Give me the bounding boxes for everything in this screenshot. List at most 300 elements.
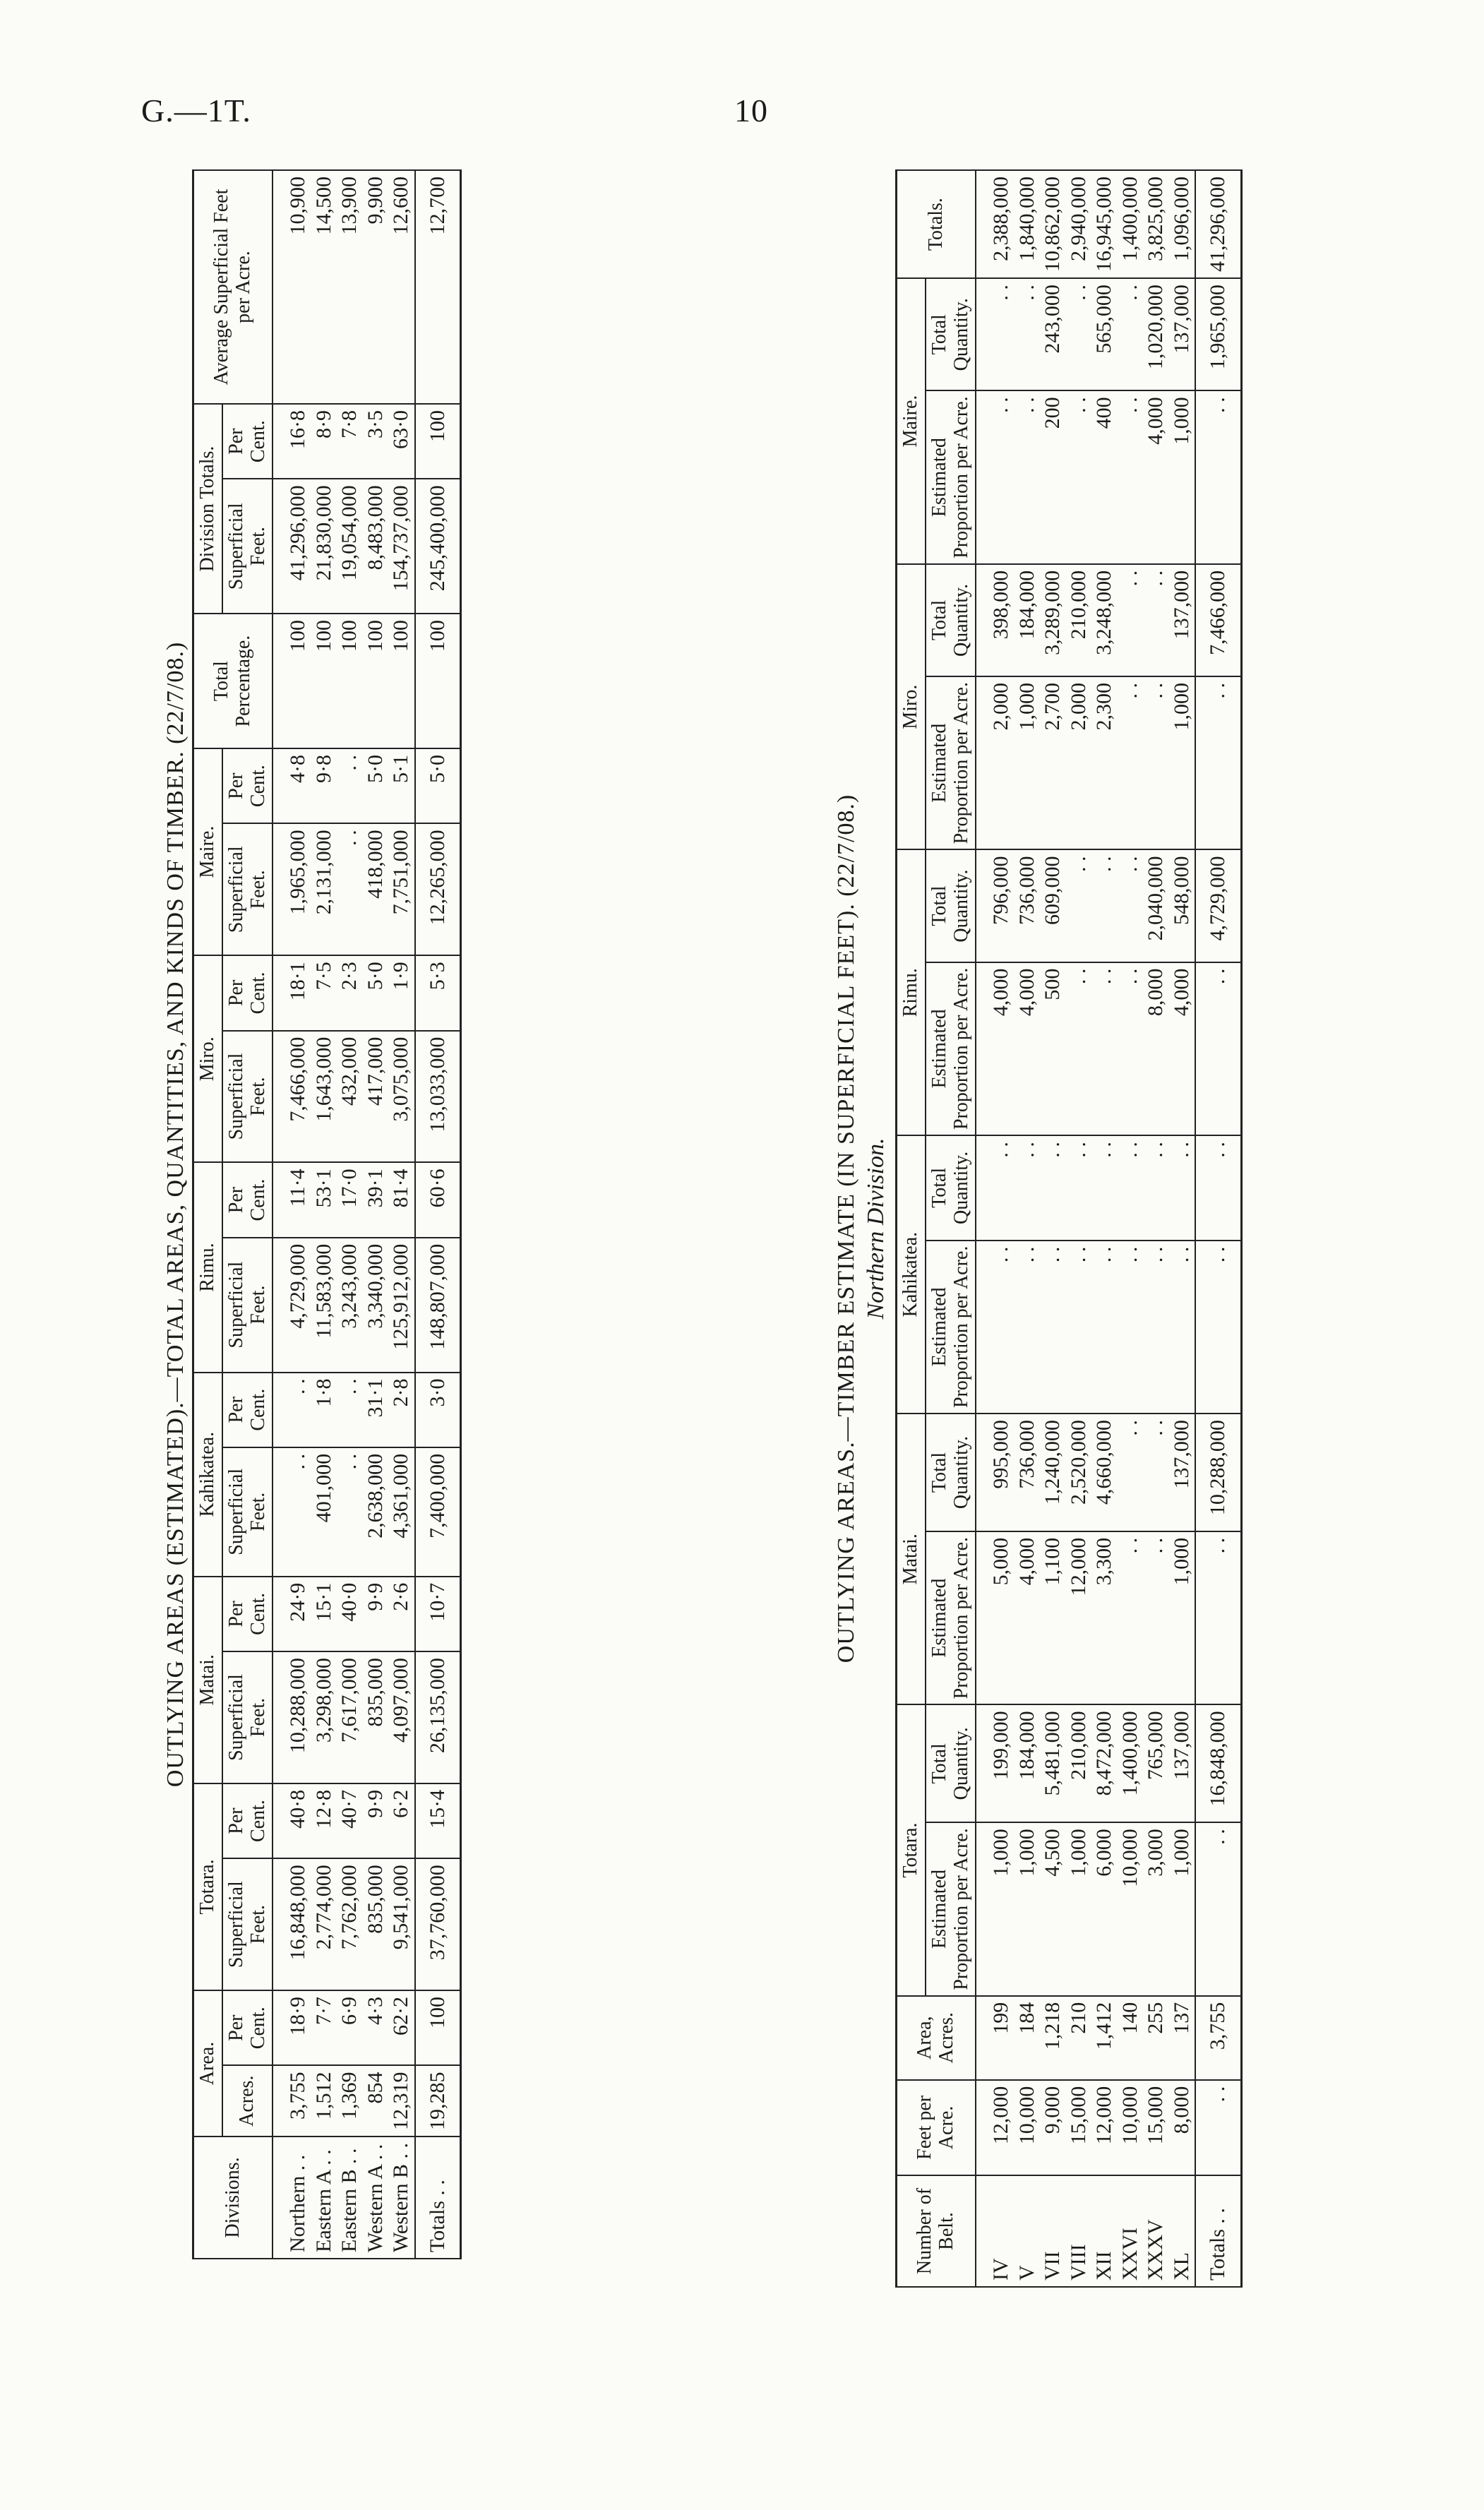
cell-mai-p: 1,000 xyxy=(1169,390,1196,563)
table-row xyxy=(1143,170,1169,2287)
cell-mai-q: 1,965,000 xyxy=(1195,278,1241,390)
col-matai: Matai. xyxy=(193,1577,222,1783)
cell-mir-p: . . xyxy=(1118,676,1144,849)
cell-matai-sf: 3,298,000 xyxy=(311,1651,337,1783)
table-row xyxy=(273,170,311,2259)
cell-kah-p: . . xyxy=(1195,1241,1241,1414)
cell-fpa: 12,000 xyxy=(1091,2080,1118,2175)
cell-mai-q: 1,020,000 xyxy=(1143,278,1169,390)
cell-miro-pc: 7·5 xyxy=(311,955,337,1030)
col-belt: Number of Belt. xyxy=(897,2175,976,2287)
cell-maire-pc: 5·0 xyxy=(415,748,461,823)
cell-rimu-pc: 81·4 xyxy=(388,1162,415,1237)
cell-mat-q: 736,000 xyxy=(1015,1414,1041,1531)
page-number: 10 xyxy=(734,92,768,129)
cell-division: Eastern B . . xyxy=(337,2137,363,2259)
cell-tot-p: . . xyxy=(1195,1822,1241,1995)
cell-maire-sf: . . xyxy=(337,823,363,955)
cell-miro-sf: 13,033,000 xyxy=(415,1031,461,1163)
cell-mat-p: 1,000 xyxy=(1169,1531,1196,1704)
cell-area-pc: 4·3 xyxy=(363,1990,389,2065)
cell-belt: VIII xyxy=(1066,2175,1092,2287)
cell-total-pc: 100 xyxy=(273,614,311,748)
cell-rim-p: 4,000 xyxy=(1015,962,1041,1135)
col-total-quantity: Total Quantity. xyxy=(926,1135,976,1241)
cell-mai-q: . . xyxy=(976,278,1015,390)
table1-header-row xyxy=(193,170,222,2259)
cell-area: 199 xyxy=(976,1996,1015,2080)
cell-mat-p: 3,300 xyxy=(1091,1531,1118,1704)
cell-kah-q: . . xyxy=(1195,1135,1241,1241)
cell-tot-q: 765,000 xyxy=(1143,1704,1169,1822)
cell-kah-p: . . xyxy=(1015,1241,1041,1414)
cell-fpa: 9,000 xyxy=(1040,2080,1066,2175)
cell-kahi-sf: 7,400,000 xyxy=(415,1447,461,1577)
table1-subheader-row xyxy=(222,170,273,2259)
cell-belt: V xyxy=(1015,2175,1041,2287)
cell-kah-p: . . xyxy=(1091,1241,1118,1414)
table1-title: OUTLYING AREAS (ESTIMATED).—TOTAL AREAS, QUANTITIES, AND KINDS OF TIMBER. (22/7/08.) xyxy=(162,641,189,1788)
cell-matai-pc: 10·7 xyxy=(415,1577,461,1651)
cell-div-sf: 21,830,000 xyxy=(311,479,337,614)
cell-rim-q: . . xyxy=(1118,849,1144,962)
cell-area: 137 xyxy=(1169,1996,1196,2080)
cell-belt: XXXV xyxy=(1143,2175,1169,2287)
cell-total-pc: 100 xyxy=(311,614,337,748)
cell-rimu-pc: 53·1 xyxy=(311,1162,337,1237)
cell-maire-sf: 1,965,000 xyxy=(273,823,311,955)
cell-belt: XL xyxy=(1169,2175,1196,2287)
col-rimu: Rimu. xyxy=(193,1162,222,1372)
cell-kah-q: . . xyxy=(976,1135,1015,1241)
cell-division: Totals . . xyxy=(415,2137,461,2259)
table-row xyxy=(1066,170,1092,2287)
table1-body xyxy=(273,170,461,2259)
cell-maire-sf: 7,751,000 xyxy=(388,823,415,955)
cell-mir-p: 2,700 xyxy=(1040,676,1066,849)
cell-mat-p: . . xyxy=(1143,1531,1169,1704)
col-est-proportion: Estimated Proportion per Acre. xyxy=(926,390,976,563)
cell-total: 2,940,000 xyxy=(1066,170,1092,278)
cell-rim-p: . . xyxy=(1118,962,1144,1135)
page-reference: G.—1T. xyxy=(141,92,251,129)
cell-rim-q: 2,040,000 xyxy=(1143,849,1169,962)
cell-fpa: . . xyxy=(1195,2080,1241,2175)
col-kahikatea: Kahikatea. xyxy=(897,1135,926,1414)
cell-avg: 12,700 xyxy=(415,170,461,404)
cell-kahi-sf: 401,000 xyxy=(311,1447,337,1577)
col-per-cent: Per Cent. xyxy=(222,404,273,479)
cell-area: 3,755 xyxy=(1195,1996,1241,2080)
cell-matai-sf: 26,135,000 xyxy=(415,1651,461,1783)
cell-kahi-sf: . . xyxy=(337,1447,363,1577)
cell-avg: 9,900 xyxy=(363,170,389,404)
cell-tot-q: 1,400,000 xyxy=(1118,1704,1144,1822)
cell-mir-p: 2,000 xyxy=(1066,676,1092,849)
cell-area-pc: 7·7 xyxy=(311,1990,337,2065)
table2-header-row xyxy=(897,170,926,2287)
cell-maire-sf: 2,131,000 xyxy=(311,823,337,955)
cell-mir-p: 1,000 xyxy=(1169,676,1196,849)
col-per-cent: Per Cent. xyxy=(222,1577,273,1651)
cell-mat-p: . . xyxy=(1118,1531,1144,1704)
cell-mir-q: 7,466,000 xyxy=(1195,564,1241,676)
cell-kah-p: . . xyxy=(1143,1241,1169,1414)
cell-mat-q: . . xyxy=(1118,1414,1144,1531)
cell-fpa: 10,000 xyxy=(1118,2080,1144,2175)
cell-rim-p: . . xyxy=(1066,962,1092,1135)
cell-mat-q: 2,520,000 xyxy=(1066,1414,1092,1531)
cell-mat-p: 1,100 xyxy=(1040,1531,1066,1704)
cell-mat-p: . . xyxy=(1195,1531,1241,1704)
cell-belt: Totals . . xyxy=(1195,2175,1241,2287)
cell-div-pc: 7·8 xyxy=(337,404,363,479)
cell-totara-sf: 9,541,000 xyxy=(388,1858,415,1990)
cell-totara-pc: 6·2 xyxy=(388,1783,415,1858)
cell-mir-q: . . xyxy=(1143,564,1169,676)
cell-div-pc: 63·0 xyxy=(388,404,415,479)
cell-tot-q: 210,000 xyxy=(1066,1704,1092,1822)
cell-totara-sf: 2,774,000 xyxy=(311,1858,337,1990)
table-row xyxy=(1118,170,1144,2287)
cell-mai-p: 400 xyxy=(1091,390,1118,563)
col-miro: Miro. xyxy=(193,955,222,1162)
col-per-cent: Per Cent. xyxy=(222,1162,273,1237)
cell-acres: 854 xyxy=(363,2065,389,2137)
cell-rimu-sf: 148,807,000 xyxy=(415,1238,461,1373)
cell-totara-pc: 15·4 xyxy=(415,1783,461,1858)
col-total-quantity: Total Quantity. xyxy=(926,1704,976,1822)
cell-mat-q: 137,000 xyxy=(1169,1414,1196,1531)
table-row xyxy=(337,170,363,2259)
cell-total: 16,945,000 xyxy=(1091,170,1118,278)
cell-matai-pc: 9·9 xyxy=(363,1577,389,1651)
cell-rim-p: 500 xyxy=(1040,962,1066,1135)
cell-mat-q: 10,288,000 xyxy=(1195,1414,1241,1531)
col-acres: Acres. xyxy=(222,2065,273,2137)
cell-kahi-pc: 1·8 xyxy=(311,1373,337,1447)
cell-mir-q: 137,000 xyxy=(1169,564,1196,676)
col-kahikatea: Kahikatea. xyxy=(193,1373,222,1577)
col-per-cent: Per Cent. xyxy=(222,955,273,1030)
cell-maire-pc: . . xyxy=(337,748,363,823)
cell-mai-p: . . xyxy=(1195,390,1241,563)
cell-mai-p: . . xyxy=(976,390,1015,563)
col-maire: Maire. xyxy=(897,278,926,564)
cell-kah-p: . . xyxy=(1118,1241,1144,1414)
cell-rim-q: . . xyxy=(1091,849,1118,962)
col-est-proportion: Estimated Proportion per Acre. xyxy=(926,1241,976,1414)
cell-mir-p: 1,000 xyxy=(1015,676,1041,849)
cell-kah-q: . . xyxy=(1066,1135,1092,1241)
cell-area-pc: 6·9 xyxy=(337,1990,363,2065)
col-per-cent: Per Cent. xyxy=(222,1373,273,1447)
cell-rim-q: 796,000 xyxy=(976,849,1015,962)
cell-totara-pc: 12·8 xyxy=(311,1783,337,1858)
cell-matai-pc: 15·1 xyxy=(311,1577,337,1651)
totals-row xyxy=(1195,170,1241,2287)
cell-acres: 3,755 xyxy=(273,2065,311,2137)
cell-tot-p: 10,000 xyxy=(1118,1822,1144,1995)
cell-rimu-pc: 39·1 xyxy=(363,1162,389,1237)
cell-miro-pc: 2·3 xyxy=(337,955,363,1030)
cell-matai-sf: 4,097,000 xyxy=(388,1651,415,1783)
cell-mir-p: 2,300 xyxy=(1091,676,1118,849)
cell-fpa: 12,000 xyxy=(976,2080,1015,2175)
cell-miro-sf: 417,000 xyxy=(363,1031,389,1163)
cell-rim-p: . . xyxy=(1091,962,1118,1135)
col-est-proportion: Estimated Proportion per Acre. xyxy=(926,962,976,1135)
cell-mir-q: 3,248,000 xyxy=(1091,564,1118,676)
cell-mir-p: . . xyxy=(1195,676,1241,849)
cell-div-pc: 100 xyxy=(415,404,461,479)
cell-mai-p: . . xyxy=(1066,390,1092,563)
cell-mat-q: 1,240,000 xyxy=(1040,1414,1066,1531)
cell-fpa: 15,000 xyxy=(1143,2080,1169,2175)
cell-maire-pc: 5·1 xyxy=(388,748,415,823)
cell-mir-q: 184,000 xyxy=(1015,564,1041,676)
cell-mat-p: 12,000 xyxy=(1066,1531,1092,1704)
cell-kah-p: . . xyxy=(1040,1241,1066,1414)
cell-rimu-pc: 11·4 xyxy=(273,1162,311,1237)
cell-rimu-sf: 11,583,000 xyxy=(311,1238,337,1373)
cell-div-pc: 3·5 xyxy=(363,404,389,479)
col-average: Average Superficial Feet per Acre. xyxy=(193,170,273,404)
cell-area: 184 xyxy=(1015,1996,1041,2080)
cell-mir-p: . . xyxy=(1143,676,1169,849)
cell-avg: 10,900 xyxy=(273,170,311,404)
cell-miro-sf: 3,075,000 xyxy=(388,1031,415,1163)
cell-div-sf: 154,737,000 xyxy=(388,479,415,614)
cell-mai-q: 243,000 xyxy=(1040,278,1066,390)
cell-kah-q: . . xyxy=(1118,1135,1144,1241)
cell-tot-q: 137,000 xyxy=(1169,1704,1196,1822)
cell-kah-q: . . xyxy=(1143,1135,1169,1241)
cell-mai-p: 4,000 xyxy=(1143,390,1169,563)
cell-mai-p: . . xyxy=(1015,390,1041,563)
cell-matai-sf: 10,288,000 xyxy=(273,1651,311,1783)
total-areas-table xyxy=(192,169,462,2259)
cell-mir-q: . . xyxy=(1118,564,1144,676)
col-feet-per-acre: Feet per Acre. xyxy=(897,2080,976,2175)
cell-kahi-pc: 2·8 xyxy=(388,1373,415,1447)
table-row xyxy=(1091,170,1118,2287)
cell-kah-q: . . xyxy=(1040,1135,1066,1241)
cell-kahi-sf: . . xyxy=(273,1447,311,1577)
cell-kahi-pc: 31·1 xyxy=(363,1373,389,1447)
cell-rimu-sf: 4,729,000 xyxy=(273,1238,311,1373)
cell-rim-p: 4,000 xyxy=(976,962,1015,1135)
northern-division-estimate-panel xyxy=(833,169,1440,2288)
cell-total-pc: 100 xyxy=(363,614,389,748)
cell-kah-q: . . xyxy=(1169,1135,1196,1241)
cell-total: 1,400,000 xyxy=(1118,170,1144,278)
cell-total: 41,296,000 xyxy=(1195,170,1241,278)
cell-tot-p: 6,000 xyxy=(1091,1822,1118,1995)
col-division-totals: Division Totals. xyxy=(193,404,222,614)
cell-belt: VII xyxy=(1040,2175,1066,2287)
cell-rimu-pc: 17·0 xyxy=(337,1162,363,1237)
col-est-proportion: Estimated Proportion per Acre. xyxy=(926,676,976,849)
cell-total-pc: 100 xyxy=(388,614,415,748)
cell-mat-q: 4,660,000 xyxy=(1091,1414,1118,1531)
cell-div-sf: 41,296,000 xyxy=(273,479,311,614)
cell-matai-pc: 24·9 xyxy=(273,1577,311,1651)
cell-miro-pc: 1·9 xyxy=(388,955,415,1030)
cell-div-sf: 19,054,000 xyxy=(337,479,363,614)
northern-division-estimate-table xyxy=(895,169,1243,2288)
cell-div-pc: 16·8 xyxy=(273,404,311,479)
cell-tot-p: 3,000 xyxy=(1143,1822,1169,1995)
table-row xyxy=(311,170,337,2259)
col-per-cent: Per Cent. xyxy=(222,1783,273,1858)
cell-totara-sf: 16,848,000 xyxy=(273,1858,311,1990)
cell-kahi-sf: 4,361,000 xyxy=(388,1447,415,1577)
cell-division: Western A . . xyxy=(363,2137,389,2259)
cell-miro-pc: 5·3 xyxy=(415,955,461,1030)
cell-kahi-pc: . . xyxy=(273,1373,311,1447)
table-row xyxy=(976,170,1015,2287)
table-row xyxy=(388,170,415,2259)
cell-mat-p: 4,000 xyxy=(1015,1531,1041,1704)
col-superficial-feet: Superficial Feet. xyxy=(222,1031,273,1163)
cell-fpa: 15,000 xyxy=(1066,2080,1092,2175)
cell-tot-p: 1,000 xyxy=(1066,1822,1092,1995)
cell-div-sf: 245,400,000 xyxy=(415,479,461,614)
cell-area-pc: 100 xyxy=(415,1990,461,2065)
cell-mir-p: 2,000 xyxy=(976,676,1015,849)
cell-area-pc: 62·2 xyxy=(388,1990,415,2065)
cell-totara-sf: 835,000 xyxy=(363,1858,389,1990)
col-total-quantity: Total Quantity. xyxy=(926,278,976,390)
cell-totara-pc: 40·7 xyxy=(337,1783,363,1858)
cell-fpa: 10,000 xyxy=(1015,2080,1041,2175)
cell-kah-p: . . xyxy=(1066,1241,1092,1414)
cell-totara-sf: 37,760,000 xyxy=(415,1858,461,1990)
cell-mai-p: 200 xyxy=(1040,390,1066,563)
cell-area-pc: 18·9 xyxy=(273,1990,311,2065)
col-superficial-feet: Superficial Feet. xyxy=(222,1651,273,1783)
cell-area: 1,218 xyxy=(1040,1996,1066,2080)
col-area-acres: Area, Acres. xyxy=(897,1996,976,2080)
cell-belt: XXVI xyxy=(1118,2175,1144,2287)
col-total-quantity: Total Quantity. xyxy=(926,1414,976,1531)
cell-matai-pc: 40·0 xyxy=(337,1577,363,1651)
cell-maire-pc: 5·0 xyxy=(363,748,389,823)
cell-acres: 1,512 xyxy=(311,2065,337,2137)
cell-division: Northern . . xyxy=(273,2137,311,2259)
cell-division: Eastern A . . xyxy=(311,2137,337,2259)
table2-subtitle: Northern Division. xyxy=(863,1137,889,1320)
totals-row xyxy=(415,170,461,2259)
cell-tot-q: 8,472,000 xyxy=(1091,1704,1118,1822)
cell-totara-sf: 7,762,000 xyxy=(337,1858,363,1990)
col-est-proportion: Estimated Proportion per Acre. xyxy=(926,1531,976,1704)
cell-div-sf: 8,483,000 xyxy=(363,479,389,614)
cell-belt: IV xyxy=(976,2175,1015,2287)
total-areas-table-panel xyxy=(162,169,770,2259)
cell-mai-q: . . xyxy=(1118,278,1144,390)
col-superficial-feet: Superficial Feet. xyxy=(222,823,273,955)
cell-rim-p: 8,000 xyxy=(1143,962,1169,1135)
cell-mat-q: . . xyxy=(1143,1414,1169,1531)
cell-miro-pc: 5·0 xyxy=(363,955,389,1030)
cell-totara-pc: 9·9 xyxy=(363,1783,389,1858)
cell-mai-p: . . xyxy=(1118,390,1144,563)
cell-rim-q: 548,000 xyxy=(1169,849,1196,962)
cell-kah-p: . . xyxy=(1169,1241,1196,1414)
table2-title: OUTLYING AREAS.—TIMBER ESTIMATE (IN SUPERFICIAL FEET). (22/7/08.) xyxy=(833,794,859,1663)
cell-miro-sf: 1,643,000 xyxy=(311,1031,337,1163)
col-total-quantity: Total Quantity. xyxy=(926,564,976,676)
cell-mat-q: 995,000 xyxy=(976,1414,1015,1531)
cell-rim-q: 736,000 xyxy=(1015,849,1041,962)
cell-maire-pc: 4·8 xyxy=(273,748,311,823)
col-divisions: Divisions. xyxy=(193,2137,273,2259)
col-total-quantity: Total Quantity. xyxy=(926,849,976,962)
table-row xyxy=(1169,170,1196,2287)
table-row xyxy=(1040,170,1066,2287)
cell-mat-p: 5,000 xyxy=(976,1531,1015,1704)
cell-rim-q: . . xyxy=(1066,849,1092,962)
cell-kahi-sf: 2,638,000 xyxy=(363,1447,389,1577)
cell-rimu-sf: 3,340,000 xyxy=(363,1238,389,1373)
cell-matai-sf: 835,000 xyxy=(363,1651,389,1783)
col-superficial-feet: Superficial Feet. xyxy=(222,1238,273,1373)
cell-mir-q: 398,000 xyxy=(976,564,1015,676)
cell-total-pc: 100 xyxy=(337,614,363,748)
cell-total: 1,840,000 xyxy=(1015,170,1041,278)
cell-mai-q: . . xyxy=(1066,278,1092,390)
cell-kahi-pc: 3·0 xyxy=(415,1373,461,1447)
cell-tot-q: 199,000 xyxy=(976,1704,1015,1822)
cell-tot-p: 4,500 xyxy=(1040,1822,1066,1995)
cell-total-pc: 100 xyxy=(415,614,461,748)
cell-rim-q: 4,729,000 xyxy=(1195,849,1241,962)
cell-acres: 12,319 xyxy=(388,2065,415,2137)
cell-miro-sf: 7,466,000 xyxy=(273,1031,311,1163)
col-totara: Totara. xyxy=(897,1704,926,1995)
table2-subheader-row xyxy=(926,170,976,2287)
cell-kah-p: . . xyxy=(976,1241,1015,1414)
cell-area: 210 xyxy=(1066,1996,1092,2080)
col-per-cent: Per Cent. xyxy=(222,1990,273,2065)
cell-fpa: 8,000 xyxy=(1169,2080,1196,2175)
cell-div-pc: 8·9 xyxy=(311,404,337,479)
col-superficial-feet: Superficial Feet. xyxy=(222,479,273,614)
cell-area: 140 xyxy=(1118,1996,1144,2080)
col-total-percentage: Total Percentage. xyxy=(193,614,273,748)
cell-maire-sf: 418,000 xyxy=(363,823,389,955)
col-superficial-feet: Superficial Feet. xyxy=(222,1447,273,1577)
cell-total: 1,096,000 xyxy=(1169,170,1196,278)
cell-kahi-pc: . . xyxy=(337,1373,363,1447)
cell-tot-p: 1,000 xyxy=(1169,1822,1196,1995)
cell-kah-q: . . xyxy=(1015,1135,1041,1241)
cell-avg: 12,600 xyxy=(388,170,415,404)
table2-body xyxy=(976,170,1241,2287)
cell-total: 10,862,000 xyxy=(1040,170,1066,278)
cell-matai-sf: 7,617,000 xyxy=(337,1651,363,1783)
cell-rim-p: 4,000 xyxy=(1169,962,1196,1135)
cell-maire-pc: 9·8 xyxy=(311,748,337,823)
col-area: Area. xyxy=(193,1990,222,2137)
cell-tot-p: 1,000 xyxy=(1015,1822,1041,1995)
cell-rim-p: . . xyxy=(1195,962,1241,1135)
cell-maire-sf: 12,265,000 xyxy=(415,823,461,955)
cell-mai-q: 137,000 xyxy=(1169,278,1196,390)
cell-miro-pc: 18·1 xyxy=(273,955,311,1030)
